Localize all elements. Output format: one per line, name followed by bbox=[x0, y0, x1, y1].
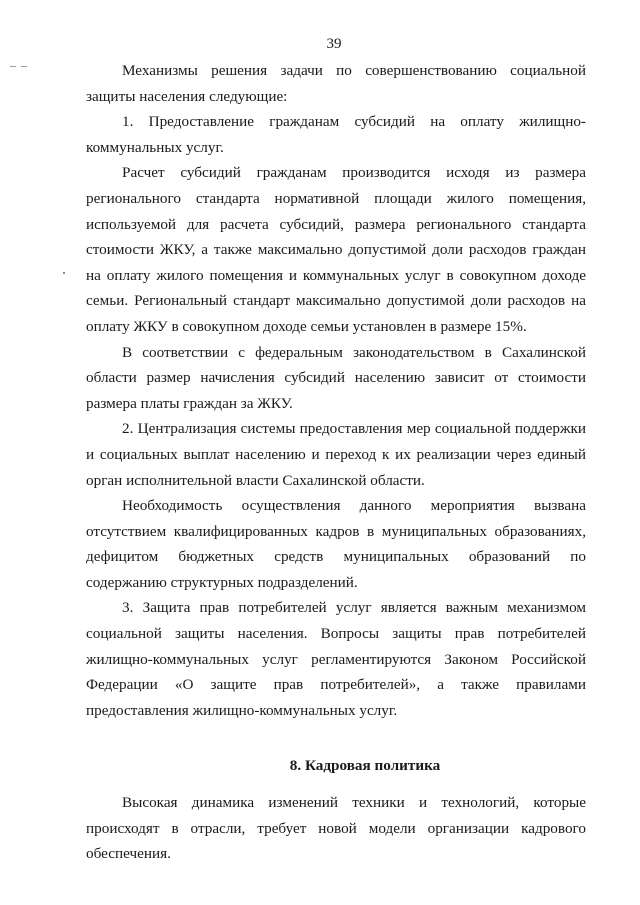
margin-mark: – – bbox=[10, 58, 28, 72]
paragraph-federal-legislation: В соответствии с федеральным законодательством в Сахалинской области размер начисления субсидий населению зависит от стоимости размера платы граждан за ЖКУ. bbox=[86, 343, 586, 412]
paragraph-personnel-dynamics: Высокая динамика изменений техники и технологий, которые происходят в отрасли, требует новой модели организации кадрового обеспечения. bbox=[86, 794, 586, 863]
margin-dot bbox=[63, 272, 65, 274]
section-heading: 8. Кадровая политика bbox=[289, 757, 441, 774]
paragraph-item-2: 2. Централизация системы предоставления мер социальной поддержки и социальных выплат населению и переход к их реализации через единый орган исполнительной власти Сахалинской области. bbox=[86, 420, 586, 489]
paragraph-subsidy-calculation: Расчет субсидий гражданам производится исходя из размера регионального стандарта нормативной площади жилого помещения, используемой для расчета субсидий, размера регионального стандарта стоимости ЖКУ, а также максимально допустимой доли расходов граждан на оплату жилого помещения и коммунальных услуг в совокупном доходе семьи. Региональный стандарт максимально допустимой доли расходов на оплату ЖКУ в совокупном доходе семьи установлен в размере 15%. bbox=[86, 164, 586, 335]
paragraph-item-3: 3. Защита прав потребителей услуг является важным механизмом социальной защиты населения. Вопросы защиты прав потребителей жилищно-коммунальных услуг регламентируются Законом Российской Федерации «О защите прав потребителей», а также правилами предоставления жилищно-коммунальных услуг. bbox=[86, 599, 586, 719]
page-number: 39 bbox=[326, 36, 342, 52]
section-body-text bbox=[86, 790, 586, 867]
paragraph-item-1: 1. Предоставление гражданам субсидий на оплату жилищно-коммунальных услуг. bbox=[86, 113, 586, 156]
paragraph-necessity: Необходимость осуществления данного мероприятия вызвана отсутствием квалифицированных кадров в муниципальных образованиях, дефицитом бюджетных средств муниципальных образований по содержанию структурных подразделений. bbox=[86, 497, 586, 591]
body-text bbox=[86, 58, 586, 723]
paragraph-mechanisms-intro: Механизмы решения задачи по совершенствованию социальной защиты населения следующие: bbox=[86, 62, 586, 105]
